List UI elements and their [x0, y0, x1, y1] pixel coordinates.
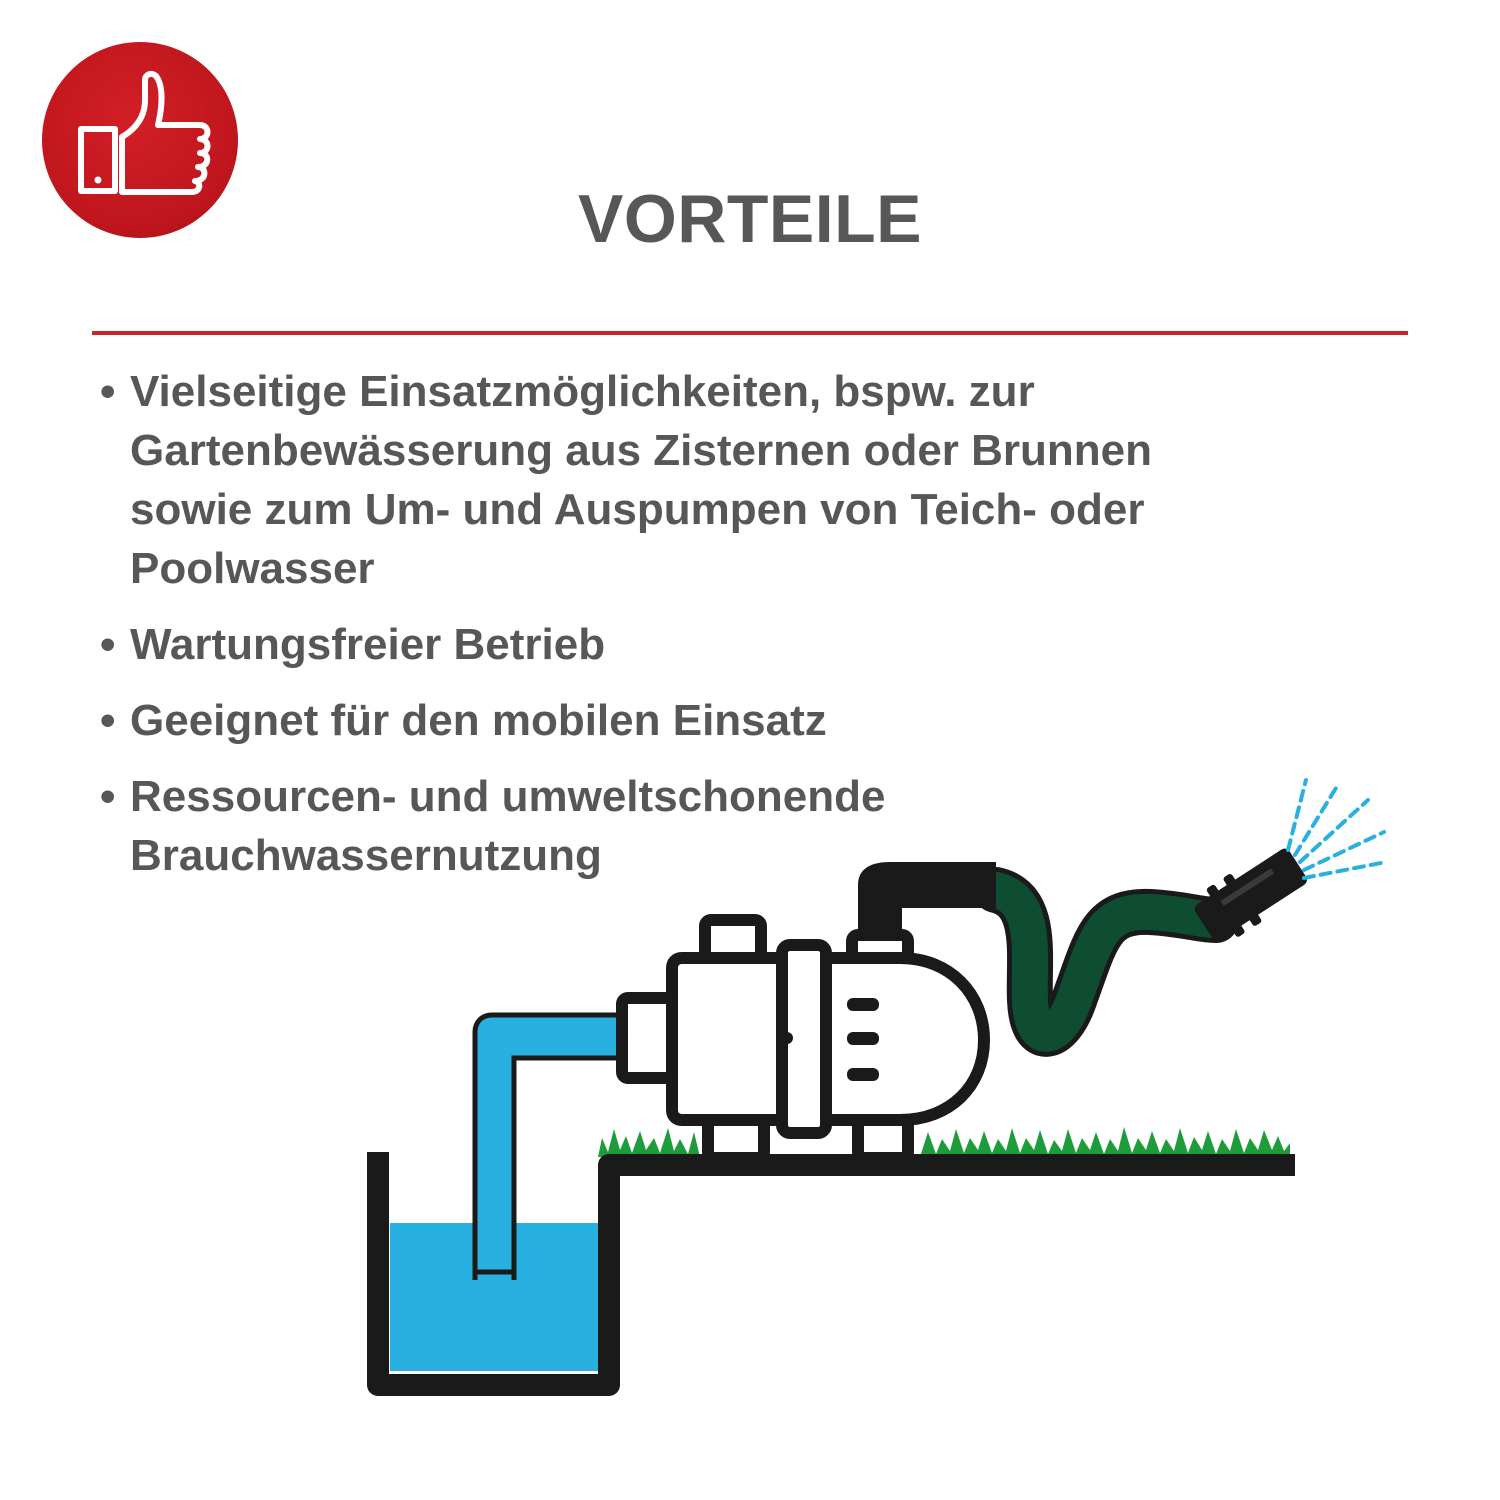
benefit-line: sowie zum Um- und Auspumpen von Teich- oder [130, 485, 1145, 534]
benefit-line: Poolwasser [130, 544, 375, 593]
benefit-line: Ressourcen- und umweltschonende [130, 772, 886, 821]
bullet-point: • [100, 696, 116, 745]
benefit-line: Vielseitige Einsatzmöglichkeiten, bspw. zur [130, 367, 1035, 416]
pump-outlet-elbow [858, 862, 996, 930]
grass-icon [598, 1127, 1290, 1157]
benefit-line: Gartenbewässerung aus Zisternen oder Brunnen [130, 426, 1153, 475]
benefit-line: Wartungsfreier Betrieb [130, 620, 606, 669]
water-spray [1288, 780, 1386, 878]
page-title: VORTEILE [577, 181, 923, 257]
bullet-point: • [100, 367, 116, 416]
bullet-point: • [100, 772, 116, 821]
garden-pump-icon [622, 920, 984, 1158]
benefit-line: Brauchwassernutzung [130, 831, 602, 880]
bullet-point: • [100, 620, 116, 669]
benefit-line: Geeignet für den mobilen Einsatz [130, 696, 827, 745]
